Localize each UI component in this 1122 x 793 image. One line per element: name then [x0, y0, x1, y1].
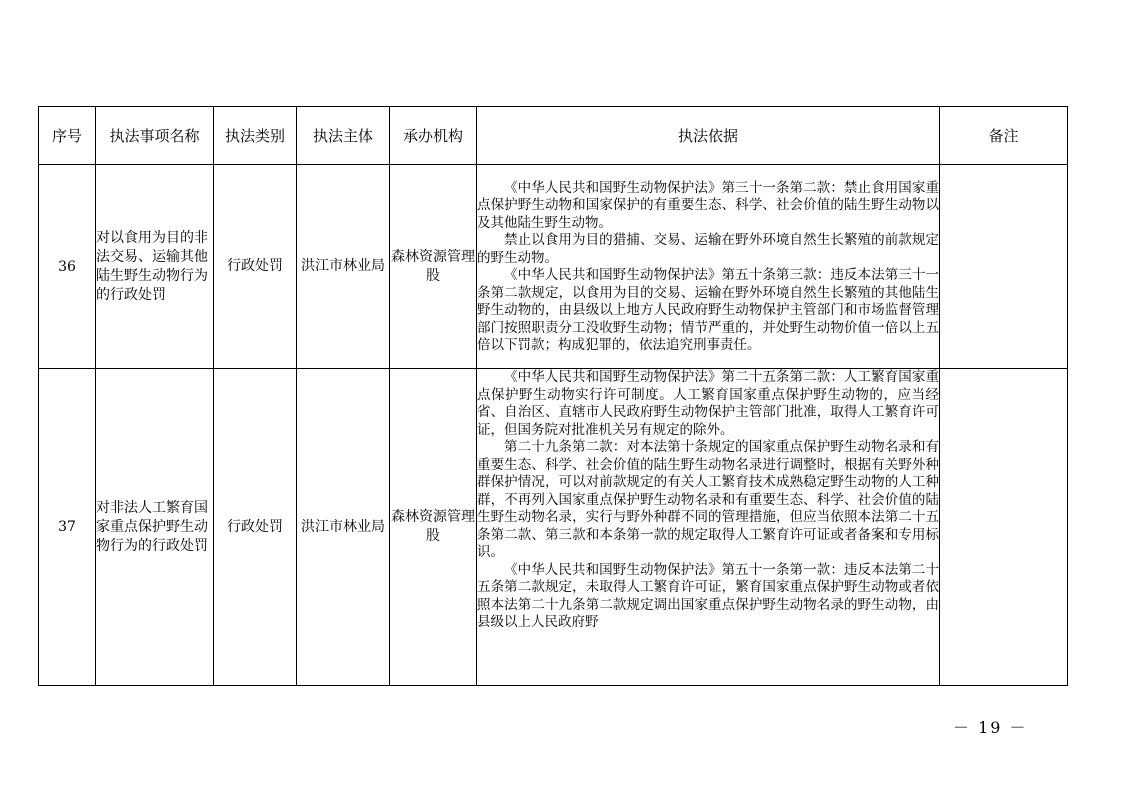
enforcement-body: 洪江市林业局: [297, 165, 390, 369]
row-number: 37: [39, 369, 96, 686]
table-row: [39, 369, 1068, 686]
table-header-row: [39, 107, 1068, 165]
header-no: 序号: [39, 107, 96, 165]
enforcement-body: 洪江市林业局: [297, 369, 390, 686]
legal-basis: [477, 165, 940, 369]
basis-paragraph: 《中华人民共和国野生动物保护法》第二十五条第二款：人工繁育国家重点保护野生动物实行许可制度。人工繁育国家重点保护野生动物的，应当经省、自治区、直辖市人民政府野生动物保护主管部门批准，取得人工繁育许可证，但国务院对批准机关另有规定的除外。: [477, 369, 939, 438]
item-name: 对非法人工繁育国家重点保护野生动物行为的行政处罚: [96, 369, 214, 686]
remarks: [940, 369, 1068, 686]
header-note: 备注: [940, 107, 1068, 165]
row-number: 36: [39, 165, 96, 369]
enforcement-type: 行政处罚: [214, 165, 297, 369]
header-body: 执法主体: [297, 107, 390, 165]
basis-paragraph: 《中华人民共和国野生动物保护法》第五十一条第一款：违反本法第二十五条第二款规定，未取得人工繁育许可证，繁育国家重点保护野生动物或者依照本法第二十九条第二款规定调出国家重点保护野生动物名录的野生动物，由县级以上人民政府野: [477, 561, 939, 630]
header-org: 承办机构: [390, 107, 477, 165]
table-row: [39, 165, 1068, 369]
page-number: － 19 －: [953, 718, 1028, 737]
legal-basis: [477, 369, 940, 686]
basis-paragraph: 禁止以食用为目的猎捕、交易、运输在野外环境自然生长繁殖的前款规定的野生动物。: [477, 232, 939, 266]
item-name: 对以食用为目的非法交易、运输其他陆生野生动物行为的行政处罚: [96, 165, 214, 369]
header-type: 执法类别: [214, 107, 297, 165]
basis-paragraph: 《中华人民共和国野生动物保护法》第三十一条第二款：禁止食用国家重点保护野生动物和国家保护的有重要生态、科学、社会价值的陆生野生动物以及其他陆生野生动物。: [477, 179, 939, 231]
header-basis: 执法依据: [477, 107, 940, 165]
enforcement-type: 行政处罚: [214, 369, 297, 686]
basis-paragraph: 第二十九条第二款：对本法第十条规定的国家重点保护野生动物名录和有重要生态、科学、社会价值的陆生野生动物名录进行调整时，根据有关野外种群保护情况，可以对前款规定的有关人工繁育技术成熟稳定野生动物的人工种群，不再列入国家重点保护野生动物名录和有重要生态、科学、社会价值的陆生野生动物名录，实行与野外种群不同的管理措施，但应当依照本法第二十五条第二款、第三款和本条第一款的规定取得人工繁育许可证或者备案和专用标识。: [477, 439, 939, 560]
basis-paragraph: 《中华人民共和国野生动物保护法》第五十条第三款：违反本法第三十一条第二款规定，以食用为目的交易、运输在野外环境自然生长繁殖的其他陆生野生动物的，由县级以上地方人民政府野生动物保护主管部门和市场监督管理部门按照职责分工没收野生动物；情节严重的，并处野生动物价值一倍以上五倍以下罚款；构成犯罪的，依法追究刑事责任。: [477, 267, 939, 353]
handling-org: 森林资源管理股: [390, 165, 477, 369]
remarks: [940, 165, 1068, 369]
handling-org: 森林资源管理股: [390, 369, 477, 686]
enforcement-table: [38, 106, 1068, 686]
header-name: 执法事项名称: [96, 107, 214, 165]
